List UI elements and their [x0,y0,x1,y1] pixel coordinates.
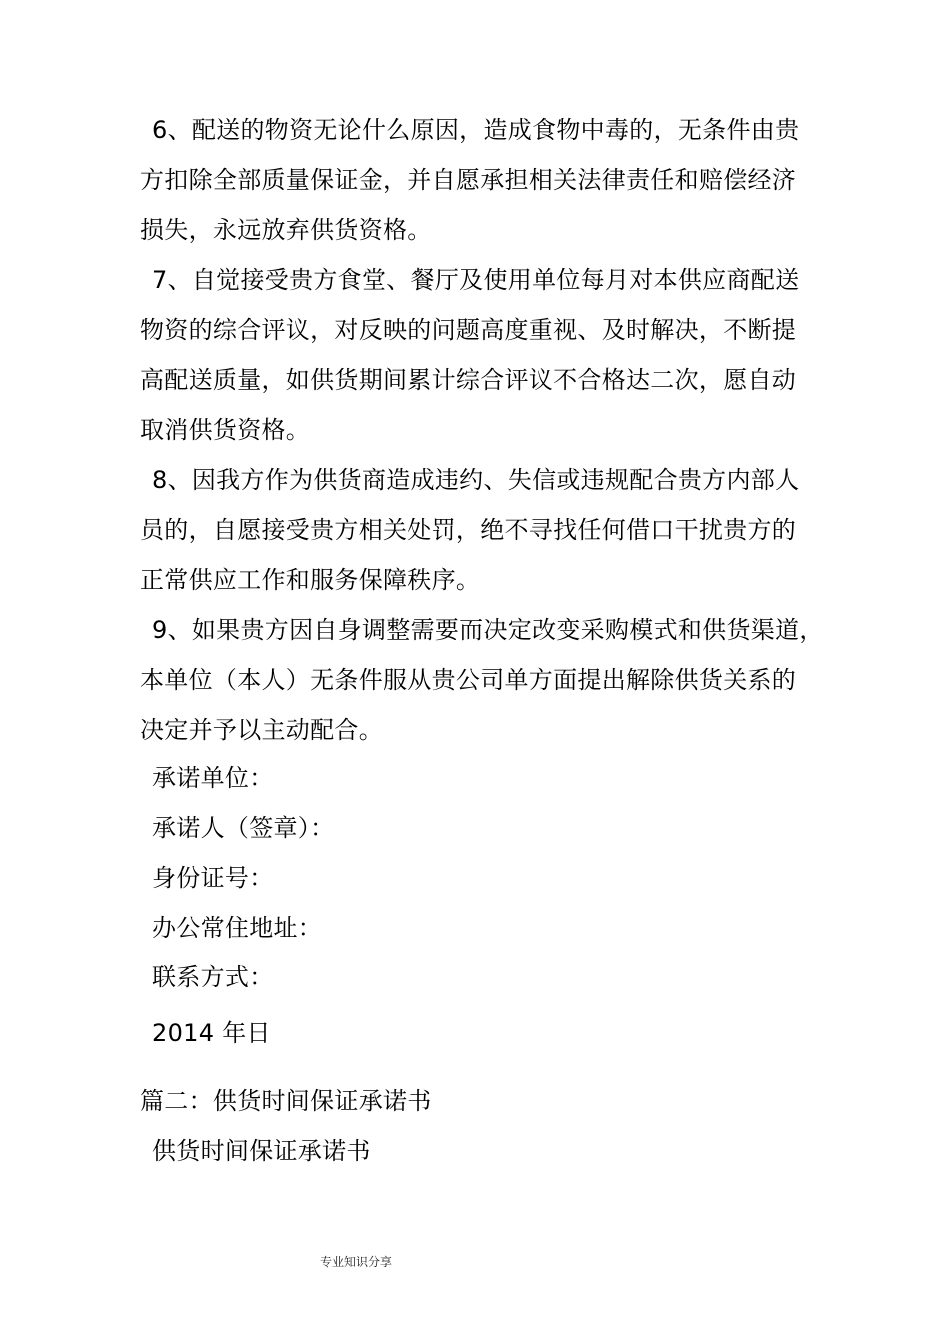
signatory-label: 承诺人（签章）： [152,814,335,842]
clause-6-line-2: 方扣除全部质量保证金，并自愿承担相关法律责任和赔偿经济 [140,166,797,194]
clause-7-line-2: 物资的综合评议，对反映的问题高度重视、及时解决，不断提 [140,316,797,344]
signing-unit-label: 承诺单位： [152,764,274,792]
clause-6-line-3: 损失，永远放弃供货资格。 [140,216,432,244]
clause-7-line-4: 取消供货资格。 [140,416,311,444]
clause-6-line-1: 6、配送的物资无论什么原因，造成食物中毒的，无条件由贵 [152,116,800,144]
page-footer: 专业知识分享 [320,1255,393,1269]
clause-8-line-3: 正常供应工作和服务保障秩序。 [140,566,481,594]
clause-8-line-1: 8、因我方作为供货商造成违约、失信或违规配合贵方内部人 [152,466,800,494]
id-number-label: 身份证号： [152,864,274,892]
clause-7-line-1: 7、自觉接受贵方食堂、餐厅及使用单位每月对本供应商配送 [152,266,800,294]
clause-7-line-3: 高配送质量，如供货期间累计综合评议不合格达二次，愿自动 [140,366,797,394]
section-heading: 篇二：供货时间保证承诺书 [140,1087,432,1115]
clause-9-line-1: 9、如果贵方因自身调整需要而决定改变采购模式和供货渠道， [152,616,824,644]
date-line: 2014 年日 [152,1019,271,1047]
clause-9-line-2: 本单位（本人）无条件服从贵公司单方面提出解除供货关系的 [140,666,797,694]
clause-8-line-2: 员的，自愿接受贵方相关处罚，绝不寻找任何借口干扰贵方的 [140,516,797,544]
clause-9-line-3: 决定并予以主动配合。 [140,716,383,744]
contact-label: 联系方式： [152,963,274,991]
office-address-label: 办公常住地址： [152,914,323,942]
section-title: 供货时间保证承诺书 [152,1137,371,1165]
